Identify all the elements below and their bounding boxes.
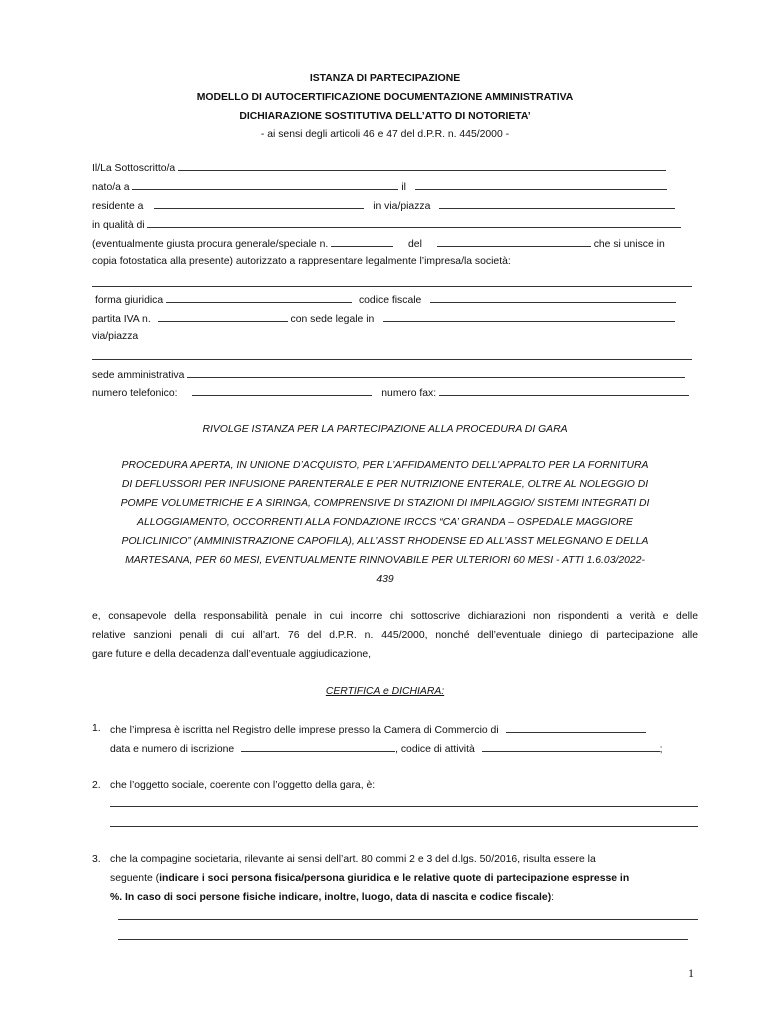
label-forma: forma giuridica <box>95 295 164 306</box>
blank-forma[interactable] <box>166 292 352 303</box>
blank-il[interactable] <box>415 179 667 190</box>
blank-viapiazza[interactable] <box>92 359 692 360</box>
label-procura: (eventualmente giusta procura generale/speciale n. <box>92 239 329 250</box>
item-3-line-2 <box>110 872 629 886</box>
procedura-line-5: POLICLINICO” (AMMINISTRAZIONE CAPOFILA), ALL’ASST RHODENSE ED ALL’ASST MELEGNANO E DELLA <box>121 536 649 547</box>
blank-fax[interactable] <box>439 385 689 396</box>
item-3-bold-1: indicare i soci persona fisica/persona giuridica e le relative quote di partecipazione espresse in <box>159 873 630 884</box>
procedura-line-1: PROCEDURA APERTA, IN UNIONE D’ACQUISTO, PER L’AFFIDAMENTO DELL’APPALTO PER LA FORNITURA <box>121 460 649 471</box>
procedura-line-7: 439 <box>376 574 394 585</box>
field-residente <box>92 198 675 214</box>
label-piva: partita IVA n. <box>92 314 151 325</box>
blank-oggetto-1[interactable] <box>110 806 698 807</box>
label-procura-unisce: che si unisce in <box>593 239 665 250</box>
blank-procura-n[interactable] <box>331 236 393 247</box>
item-1-number: 1. <box>92 723 101 734</box>
procedura-line-4: ALLOGGIAMENTO, OCCORRENTI ALLA FONDAZIONE IRCCS “CA’ GRANDA – OSPEDALE MAGGIORE <box>137 517 633 528</box>
label-viapiazza: via/piazza <box>92 331 139 342</box>
procedura-line-3: POMPE VOLUMETRICHE E A SIRINGA, COMPRENSIVE DI STAZIONI DI IMPILAGGIO/ SISTEMI INTEGRATI DI <box>120 498 650 509</box>
certifica-dichiara: CERTIFICA e DICHIARA: <box>325 686 445 697</box>
label-cf: codice fiscale <box>358 295 422 306</box>
item-3-line-3 <box>110 891 554 905</box>
copia-fotostatica: copia fotostatica alla presente) autorizzato a rappresentare legalmente l’impresa/la società: <box>92 256 511 267</box>
blank-impresa[interactable] <box>92 286 692 287</box>
item-1-end: ; <box>659 744 663 755</box>
label-fax: numero fax: <box>381 388 437 399</box>
item-1-line-1 <box>110 722 646 738</box>
item-1-text: che l’impresa è iscritta nel Registro delle imprese presso la Camera di Commercio di <box>110 725 499 736</box>
consapevole-line-3: gare future e della decadenza dall’eventuale aggiudicazione, <box>92 649 372 660</box>
label-procura-del: del <box>408 239 422 250</box>
procedura-line-6: MARTESANA, PER 60 MESI, EVENTUALMENTE RINNOVABILE PER ULTERIORI 60 MESI - ATTI 1.6.03/2022- <box>125 555 645 566</box>
title-istanza: ISTANZA DI PARTECIPAZIONE <box>309 73 461 84</box>
label-residente: residente a <box>92 201 144 212</box>
blank-oggetto-2[interactable] <box>110 826 698 827</box>
blank-sede-amm[interactable] <box>187 367 685 378</box>
consapevole-line-1: e, consapevole della responsabilità penale in cui incorre chi sottoscrive dichiarazioni non rispondenti a verità e delle <box>92 611 698 622</box>
blank-compagine-1[interactable] <box>118 919 698 920</box>
label-via: in via/piazza <box>373 201 431 212</box>
blank-sottoscritto[interactable] <box>178 160 666 171</box>
blank-attivita[interactable] <box>482 741 660 752</box>
blank-procura-data[interactable] <box>437 236 591 247</box>
field-piva <box>92 311 675 327</box>
rivolge-istanza: RIVOLGE ISTANZA PER LA PARTECIPAZIONE ALLA PROCEDURA DI GARA <box>202 424 568 435</box>
label-qualita: in qualità di <box>92 220 145 231</box>
item-1-iscrizione: data e numero di iscrizione <box>110 744 235 755</box>
field-sottoscritto <box>92 160 666 176</box>
field-contatti <box>92 385 689 401</box>
blank-residente[interactable] <box>154 198 364 209</box>
page-number: 1 <box>688 966 694 980</box>
blank-sede-legale[interactable] <box>383 311 675 322</box>
item-2-text: che l’oggetto sociale, coerente con l’oggetto della gara, è: <box>110 780 376 791</box>
blank-camera-commercio[interactable] <box>506 722 646 733</box>
blank-cf[interactable] <box>430 292 676 303</box>
label-sottoscritto: Il/La Sottoscritto/a <box>92 163 176 174</box>
blank-qualita[interactable] <box>147 217 681 228</box>
blank-nato[interactable] <box>132 179 398 190</box>
title-riferimento: - ai sensi degli articoli 46 e 47 del d.P.R. n. 445/2000 - <box>260 129 510 140</box>
field-nato <box>92 179 667 195</box>
item-3-seguente: seguente ( <box>110 873 160 884</box>
item-2-number: 2. <box>92 780 101 791</box>
field-procura <box>92 236 665 252</box>
label-nato: nato/a a <box>92 182 130 193</box>
blank-tel[interactable] <box>192 385 372 396</box>
field-qualita <box>92 217 681 233</box>
field-sede-amm <box>92 367 685 383</box>
label-sede-legale: con sede legale in <box>290 314 375 325</box>
blank-piva[interactable] <box>158 311 288 322</box>
procedura-line-2: DI DEFLUSSORI PER INFUSIONE PARENTERALE E PER NUTRIZIONE ENTERALE, OLTRE AL NOLEGGIO DI <box>121 479 649 490</box>
label-tel: numero telefonico: <box>92 388 178 399</box>
title-dichiarazione: DICHIARAZIONE SOSTITUTIVA DELL’ATTO DI NOTORIETA’ <box>239 111 531 122</box>
blank-via[interactable] <box>439 198 675 209</box>
blank-iscrizione[interactable] <box>241 741 395 752</box>
label-il: il <box>401 182 406 193</box>
item-1-line-2 <box>110 741 663 757</box>
title-modello: MODELLO DI AUTOCERTIFICAZIONE DOCUMENTAZIONE AMMINISTRATIVA <box>196 92 574 103</box>
field-forma <box>95 292 676 308</box>
consapevole-line-2: relative sanzioni penali di cui all’art. 76 del d.P.R. n. 445/2000, nonché dell’eventuale diniego di partecipazione alle <box>92 630 698 641</box>
label-sede-amm: sede amministrativa <box>92 370 185 381</box>
item-3-bold-2: %. In caso di soci persone fisiche indicare, inoltre, luogo, data di nascita e codice fiscale) <box>110 892 552 903</box>
item-3-line-1: che la compagine societaria, rilevante ai sensi dell’art. 80 commi 2 e 3 del d.lgs. 50/2016, risulta essere la <box>110 854 596 865</box>
item-3-number: 3. <box>92 854 101 865</box>
blank-compagine-2[interactable] <box>118 939 688 940</box>
item-1-attivita: , codice di attività <box>395 744 475 755</box>
item-3-end: : <box>551 892 555 903</box>
